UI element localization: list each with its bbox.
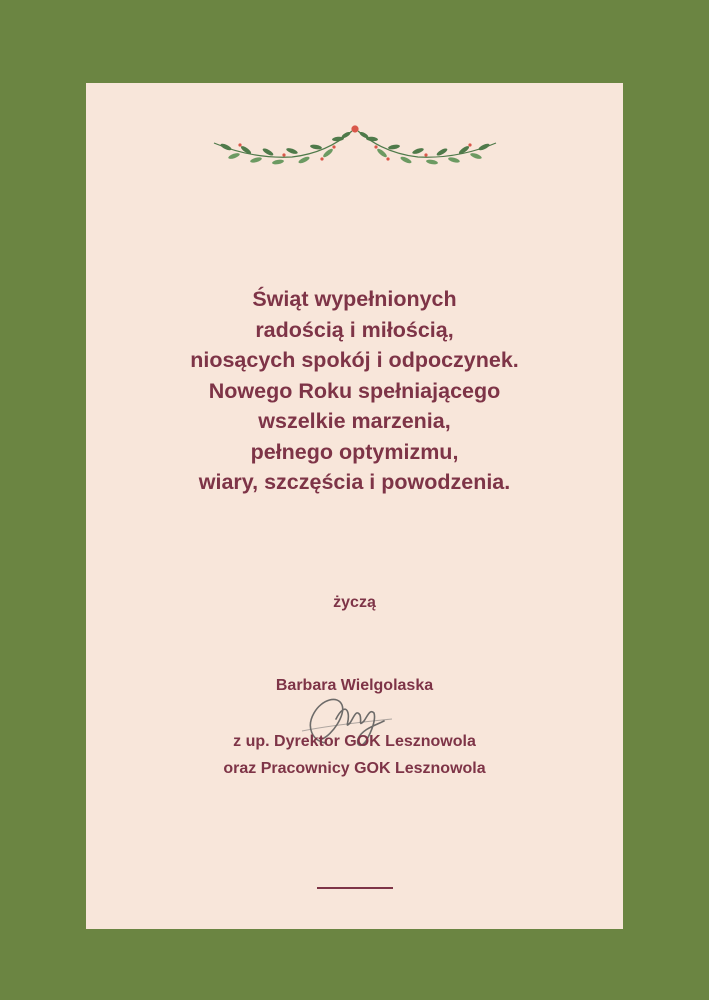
wishers-label: życzą — [333, 594, 376, 611]
garland-left-branch — [214, 131, 352, 165]
signatory-role-line1: z up. Dyrektor GOK Lesznowola — [233, 733, 476, 750]
garland-right-branch — [358, 131, 496, 165]
signatory-role-line2: oraz Pracownicy GOK Lesznowola — [223, 760, 486, 777]
wish-line: wiary, szczęścia i powodzenia. — [198, 470, 511, 494]
signatory-name: Barbara Wielgolaska — [275, 677, 434, 694]
wish-line: radością i miłością, — [255, 317, 454, 342]
garland-icon — [212, 123, 498, 175]
wish-line: niosących spokój i odpoczynek. — [190, 348, 519, 372]
garland-center-berry — [341, 125, 370, 139]
greeting-card — [86, 83, 623, 929]
decorative-divider — [317, 887, 393, 889]
wish-line: wszelkie marzenia, — [258, 409, 451, 433]
wish-line: pełnego optymizmu, — [250, 439, 459, 464]
wish-line: Nowego Roku spełniającego — [208, 378, 501, 403]
wish-text — [86, 284, 623, 498]
wish-line: Świąt wypełnionych — [252, 287, 457, 311]
